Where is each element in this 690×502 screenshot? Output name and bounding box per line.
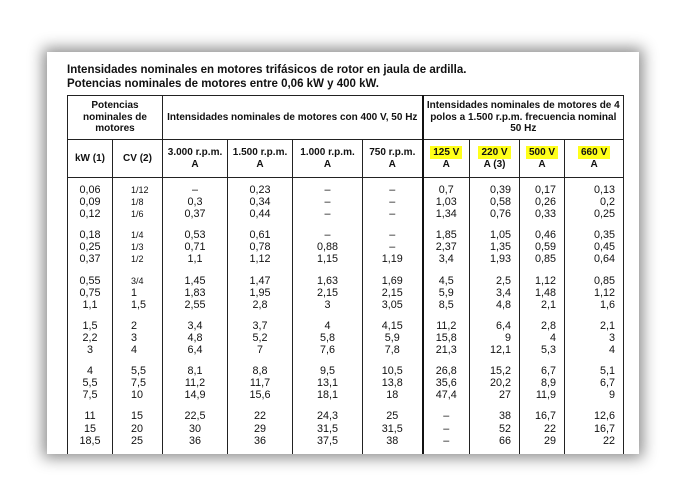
value-group xyxy=(565,320,615,356)
value-group xyxy=(470,229,511,265)
title-line-1: Intensidades nominales en motores trifásicos de rotor en jaula de ardilla. xyxy=(67,64,467,76)
column-660v xyxy=(565,178,624,455)
value-group xyxy=(363,320,422,356)
table-cell-value: 3,05 xyxy=(381,298,403,311)
table-cell-value: 26,8 xyxy=(435,365,457,378)
value-group xyxy=(131,184,162,220)
value-group xyxy=(470,365,511,401)
value-group xyxy=(470,275,511,311)
table-cell-value: – xyxy=(389,208,396,221)
value-group xyxy=(424,410,470,446)
table-cell-value: – xyxy=(389,184,396,196)
table-cell-value: 24,3 xyxy=(317,410,339,423)
value-group xyxy=(131,365,162,401)
value-group xyxy=(131,320,162,356)
table-cell-value: 20 xyxy=(131,422,144,435)
value-group xyxy=(424,275,470,311)
table-cell-value: 1,5 xyxy=(131,298,147,311)
table-cell-value: 3 xyxy=(324,298,331,311)
column-cv xyxy=(113,178,163,455)
value-group xyxy=(424,365,470,401)
column-kw xyxy=(68,178,113,455)
table-cell-value: 1/4 xyxy=(131,230,144,241)
table-cell-value: 31,5 xyxy=(317,422,339,435)
table-cell-value: 8,5 xyxy=(438,298,454,311)
column-rpm-3000 xyxy=(163,178,228,455)
value-group xyxy=(293,410,362,446)
header-rpm-750 xyxy=(363,140,423,178)
table-cell-value: 8,1 xyxy=(187,365,203,378)
header-rpm-1000 xyxy=(293,140,363,178)
column-125v xyxy=(423,178,470,455)
table-cell-value: 0,33 xyxy=(535,208,557,221)
table-cell-value: 15,8 xyxy=(435,331,457,344)
table-cell-value: 1 xyxy=(131,286,138,299)
value-group xyxy=(228,365,292,401)
table-cell-value: 0,12 xyxy=(79,208,101,221)
table-cell-value: 16,7 xyxy=(535,410,557,423)
table-cell-value: 22 xyxy=(254,410,267,423)
header-500v xyxy=(520,140,565,178)
table-cell-value: 0,18 xyxy=(79,229,101,242)
table-cell-value: – xyxy=(324,208,331,221)
table-cell-value: 12,6 xyxy=(594,410,616,423)
table-cell-value: 18,5 xyxy=(79,434,101,447)
rpm-3000-unit: A xyxy=(191,158,199,170)
table-cell-value: 25 xyxy=(386,410,399,423)
table-cell-value: 29 xyxy=(254,422,267,435)
table-cell-value: 2,55 xyxy=(184,298,206,311)
value-group xyxy=(520,410,556,446)
table-cell-value: 52 xyxy=(499,422,512,435)
table-cell-value: 10 xyxy=(131,389,144,402)
table-cell-value: 2,8 xyxy=(541,319,557,332)
table-cell-value: 1,15 xyxy=(317,253,339,266)
table-cell-value: 47,4 xyxy=(435,389,457,402)
table-cell-value: 3 xyxy=(609,331,616,344)
value-group xyxy=(363,229,422,265)
table-cell-value: 1,93 xyxy=(490,253,512,266)
volt-125-unit: A xyxy=(442,158,450,170)
table-cell-value: 0,85 xyxy=(594,274,616,287)
table-cell-value: 2,8 xyxy=(252,298,268,311)
table-cell-value: 0,13 xyxy=(594,184,616,196)
table-cell-value: 38 xyxy=(386,434,399,447)
table-cell-value: 0,37 xyxy=(184,208,206,221)
value-group xyxy=(293,275,362,311)
table-cell-value: 5,1 xyxy=(600,365,616,378)
table-cell-value: 2,15 xyxy=(381,286,403,299)
table-cell-value: 5,5 xyxy=(82,377,98,390)
table-cell-value: 1,19 xyxy=(381,253,403,266)
table-cell-value: 21,3 xyxy=(435,344,457,357)
table-cell-value: 7,5 xyxy=(82,389,98,402)
table-cell-value: 2 xyxy=(131,319,138,332)
value-group xyxy=(131,229,162,265)
table-cell-value: 1,35 xyxy=(490,241,512,254)
table-cell-value: 2,37 xyxy=(435,241,457,254)
table-cell-value: 0,53 xyxy=(184,229,206,242)
table-cell-value: 38 xyxy=(499,410,512,423)
table-cell-value: 8,8 xyxy=(252,365,268,378)
table-cell-value: 0,46 xyxy=(535,229,557,242)
table-cell-value: 7,5 xyxy=(131,377,147,390)
table-cell-value: 10,5 xyxy=(381,365,403,378)
table-cell-value: 6,7 xyxy=(541,365,557,378)
table-cell-value: 5,9 xyxy=(438,286,454,299)
table-cell-value: 18 xyxy=(386,389,399,402)
table-cell-value: 5,3 xyxy=(541,344,557,357)
value-group xyxy=(424,229,470,265)
table-cell-value: 12,1 xyxy=(490,344,512,357)
column-220v xyxy=(470,178,520,455)
table-cell-value: 7,8 xyxy=(384,344,400,357)
table-cell-value: 11 xyxy=(84,410,96,423)
value-group xyxy=(68,184,112,220)
table-cell-value: – xyxy=(443,422,450,435)
table-cell-value: 0,44 xyxy=(249,208,271,221)
value-group xyxy=(228,229,292,265)
table-cell-value: 1/8 xyxy=(131,197,144,208)
value-group xyxy=(228,184,292,220)
value-group xyxy=(163,184,227,220)
table-cell-value: 4 xyxy=(86,365,93,378)
header-rpm-3000 xyxy=(163,140,228,178)
value-group xyxy=(520,320,556,356)
value-group xyxy=(565,275,615,311)
table-cell-value: 3,4 xyxy=(438,253,454,266)
value-group xyxy=(228,320,292,356)
table-cell-value: 0,35 xyxy=(594,229,616,242)
table-cell-value: 66 xyxy=(499,434,512,447)
table-cell-value: 11,9 xyxy=(535,389,557,402)
table-cell-value: 15 xyxy=(131,410,144,423)
table-cell-value: 0,2 xyxy=(600,196,616,209)
table-cell-value: 0,59 xyxy=(535,241,557,254)
table-cell-value: 0,71 xyxy=(184,241,206,254)
table-cell-value: 8,9 xyxy=(541,377,557,390)
value-group xyxy=(163,365,227,401)
table-cell-value: 20,2 xyxy=(490,377,512,390)
table-cell-value: – xyxy=(192,184,199,196)
value-group xyxy=(293,229,362,265)
value-group xyxy=(470,320,511,356)
table-cell-value: 5,2 xyxy=(252,331,268,344)
value-group xyxy=(565,410,615,446)
volt-220-unit: A (3) xyxy=(483,158,506,170)
table-cell-value: 4,5 xyxy=(438,274,454,287)
value-group xyxy=(68,410,112,446)
table-cell-value: 1/2 xyxy=(131,254,144,265)
table-cell-value: 0,88 xyxy=(317,241,339,254)
column-500v xyxy=(520,178,565,455)
table-cell-value: 3,4 xyxy=(496,286,512,299)
header-kw: kW (1) xyxy=(68,140,113,178)
table-cell-value: 25 xyxy=(131,434,144,447)
volt-500-unit: A xyxy=(538,158,546,170)
value-group xyxy=(68,365,112,401)
table-cell-value: 30 xyxy=(189,422,202,435)
table-cell-value: 6,4 xyxy=(496,319,512,332)
table-cell-value: 11,2 xyxy=(436,319,457,332)
table-cell-value: 1,48 xyxy=(535,286,557,299)
value-group xyxy=(565,365,615,401)
column-rpm-1000 xyxy=(293,178,363,455)
table-cell-value: 18,1 xyxy=(317,389,339,402)
table-cell-value: 3 xyxy=(131,331,138,344)
table-cell-value: 22 xyxy=(603,434,616,447)
rpm-1500-label: 1.500 r.p.m. xyxy=(232,147,288,158)
table-cell-value: 1,12 xyxy=(594,286,616,299)
value-group xyxy=(424,320,470,356)
table-cell-value: 27 xyxy=(499,389,512,402)
value-group xyxy=(520,184,556,220)
table-cell-value: 0,23 xyxy=(249,184,271,196)
document-page xyxy=(47,52,639,454)
table-cell-value: 4 xyxy=(550,331,557,344)
table-cell-value: 0,09 xyxy=(79,196,101,209)
table-cell-value: 2,1 xyxy=(541,298,557,311)
value-group xyxy=(520,365,556,401)
table-cell-value: 2,2 xyxy=(82,331,98,344)
table-cell-value: 0,78 xyxy=(249,241,271,254)
table-cell-value: 1,1 xyxy=(187,253,203,266)
rpm-750-unit: A xyxy=(388,158,396,170)
table-cell-value: 1,05 xyxy=(490,229,512,242)
table-cell-value: 3 xyxy=(86,344,93,357)
header-rpm-1500 xyxy=(228,140,293,178)
table-cell-value: 4,8 xyxy=(496,298,512,311)
value-group xyxy=(363,275,422,311)
table-cell-value: 0,25 xyxy=(79,241,101,254)
table-cell-value: 11,7 xyxy=(249,377,271,390)
rpm-3000-label: 3.000 r.p.m. xyxy=(167,147,223,158)
header-cv: CV (2) xyxy=(113,140,163,178)
title-line-2: Potencias nominales de motores entre 0,06 kW y 400 kW. xyxy=(67,77,379,90)
table-cell-value: 6,4 xyxy=(187,344,203,357)
value-group xyxy=(293,184,362,220)
header-660v xyxy=(565,140,624,178)
table-cell-value: 0,17 xyxy=(535,184,557,196)
table-cell-value: 0,61 xyxy=(249,229,271,242)
table-cell-value: 0,26 xyxy=(535,196,557,209)
table-cell-value: 7,6 xyxy=(320,344,336,357)
table-cell-value: 0,76 xyxy=(490,208,512,221)
table-cell-value: 15,2 xyxy=(490,365,512,378)
table-cell-value: 0,37 xyxy=(79,253,101,266)
table-cell-value: 35,6 xyxy=(435,377,457,390)
value-group xyxy=(293,365,362,401)
table-cell-value: 9 xyxy=(609,389,616,402)
value-group xyxy=(565,184,615,220)
motor-currents-table xyxy=(67,95,624,454)
table-cell-value: – xyxy=(389,241,396,254)
value-group xyxy=(163,229,227,265)
table-cell-value: 2,5 xyxy=(496,274,512,287)
table-cell-value: 1/3 xyxy=(131,242,144,253)
table-cell-value: 1,1 xyxy=(82,298,98,311)
value-group xyxy=(131,410,162,446)
header-intensidades-400v: Intensidades nominales de motores con 400 V, 50 Hz xyxy=(163,96,423,140)
value-group xyxy=(470,410,511,446)
table-cell-value: 2,1 xyxy=(600,319,616,332)
table-cell-value: 1,83 xyxy=(184,286,206,299)
value-group xyxy=(131,275,162,311)
table-cell-value: 1/12 xyxy=(131,185,149,195)
table-cell-value: 0,25 xyxy=(594,208,616,221)
table-cell-value: 4 xyxy=(324,319,331,332)
volt-660-unit: A xyxy=(590,158,598,170)
value-group xyxy=(163,320,227,356)
table-cell-value: – xyxy=(389,196,396,209)
table-cell-value: 1,47 xyxy=(249,274,271,287)
value-group xyxy=(228,275,292,311)
table-cell-value: 1,5 xyxy=(82,319,98,332)
table-cell-value: 9 xyxy=(505,331,512,344)
table-cell-value: 0,39 xyxy=(490,184,512,196)
table-cell-value: 1,12 xyxy=(249,253,271,266)
table-cell-value: 0,45 xyxy=(594,241,616,254)
table-cell-value: 0,3 xyxy=(187,196,203,209)
document-title xyxy=(67,64,466,91)
rpm-1500-unit: A xyxy=(256,158,264,170)
data-body-row xyxy=(68,178,624,455)
table-cell-value: 5,8 xyxy=(320,331,336,344)
table-cell-value: 29 xyxy=(544,434,557,447)
column-rpm-750 xyxy=(363,178,423,455)
table-cell-value: – xyxy=(443,434,450,447)
value-group xyxy=(363,410,422,446)
table-cell-value: 1,85 xyxy=(435,229,457,242)
table-cell-value: 4,8 xyxy=(187,331,203,344)
table-cell-value: 0,34 xyxy=(249,196,271,209)
header-potencias: Potencias nominales de motores xyxy=(68,96,163,140)
table-cell-value: 13,8 xyxy=(381,377,403,390)
table-cell-value: – xyxy=(443,410,450,423)
value-group xyxy=(68,275,112,311)
volt-660-label: 660 V xyxy=(578,146,610,159)
table-cell-value: 22,5 xyxy=(184,410,206,423)
value-group xyxy=(424,184,470,220)
table-cell-value: 0,75 xyxy=(79,286,101,299)
value-group xyxy=(565,229,615,265)
table-cell-value: 1/6 xyxy=(131,209,144,220)
table-cell-value: 4,15 xyxy=(381,319,403,332)
table-cell-value: 0,64 xyxy=(594,253,616,266)
table-cell-value: 1,95 xyxy=(249,286,271,299)
table-cell-value: – xyxy=(324,184,331,196)
table-cell-value: 0,06 xyxy=(79,184,101,196)
header-intensidades-4-polos: Intensidades nominales de motores de 4 polos a 1.500 r.p.m. frecuencia nominal 50 Hz xyxy=(423,96,624,140)
table-cell-value: 0,58 xyxy=(490,196,512,209)
value-group xyxy=(470,184,511,220)
value-group xyxy=(163,275,227,311)
table-cell-value: 4 xyxy=(609,344,616,357)
table-cell-value: 37,5 xyxy=(317,434,339,447)
table-cell-value: 36 xyxy=(189,434,202,447)
table-cell-value: 3,4 xyxy=(187,319,203,332)
table-cell-value: – xyxy=(324,196,331,209)
value-group xyxy=(163,410,227,446)
table-cell-value: 11,2 xyxy=(184,377,206,390)
table-cell-value: 13,1 xyxy=(317,377,339,390)
value-group xyxy=(68,320,112,356)
table-cell-value: 15,6 xyxy=(249,389,271,402)
header-125v xyxy=(423,140,470,178)
table-cell-value: 1,69 xyxy=(381,274,403,287)
table-cell-value: 1,03 xyxy=(435,196,457,209)
volt-125-label: 125 V xyxy=(430,146,462,159)
table-cell-value: 1,45 xyxy=(184,274,206,287)
table-cell-value: 3,7 xyxy=(252,319,268,332)
rpm-750-label: 750 r.p.m. xyxy=(369,147,416,158)
value-group xyxy=(68,229,112,265)
table-cell-value: 22 xyxy=(544,422,557,435)
table-cell-value: 16,7 xyxy=(594,422,616,435)
table-cell-value: 1,12 xyxy=(535,274,557,287)
table-cell-value: 1,6 xyxy=(600,298,616,311)
value-group xyxy=(363,365,422,401)
table-cell-value: 4 xyxy=(131,344,138,357)
volt-220-label: 220 V xyxy=(478,146,510,159)
rpm-1000-label: 1.000 r.p.m. xyxy=(300,147,355,158)
value-group xyxy=(520,275,556,311)
table-cell-value: – xyxy=(389,229,396,242)
table-cell-value: 5,9 xyxy=(384,331,400,344)
table-cell-value: 7 xyxy=(257,344,264,357)
table-cell-value: 1,34 xyxy=(435,208,457,221)
volt-500-label: 500 V xyxy=(526,146,558,159)
table-cell-value: 9,5 xyxy=(320,365,336,378)
table-cell-value: 0,85 xyxy=(535,253,557,266)
rpm-1000-unit: A xyxy=(323,158,332,170)
table-cell-value: 0,55 xyxy=(79,274,101,287)
table-cell-value: 5,5 xyxy=(131,365,147,378)
value-group xyxy=(363,184,422,220)
table-cell-value: 1,63 xyxy=(317,274,339,287)
table-cell-value: 14,9 xyxy=(184,389,206,402)
table-cell-value: 36 xyxy=(254,434,267,447)
value-group xyxy=(228,410,292,446)
table-cell-value: – xyxy=(324,229,331,242)
table-cell-value: 15 xyxy=(83,422,96,435)
table-cell-value: 0,7 xyxy=(438,184,454,196)
table-cell-value: 6,7 xyxy=(600,377,616,390)
value-group xyxy=(293,320,362,356)
table-cell-value: 3/4 xyxy=(131,275,144,286)
value-group xyxy=(520,229,556,265)
table-cell-value: 2,15 xyxy=(317,286,339,299)
table-cell-value: 31,5 xyxy=(381,422,403,435)
column-rpm-1500 xyxy=(228,178,293,455)
header-220v xyxy=(470,140,520,178)
